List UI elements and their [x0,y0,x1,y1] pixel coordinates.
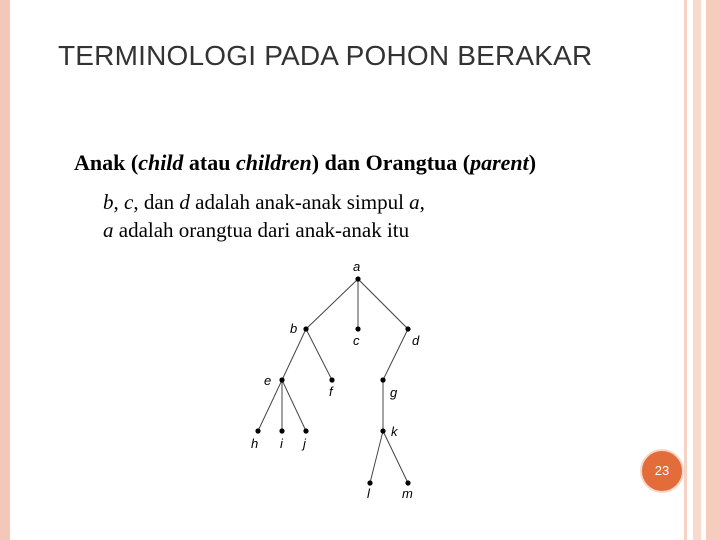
node-i [279,428,284,433]
node-a [355,276,360,281]
node-h [255,428,260,433]
node-label-d: d [412,333,420,348]
right-border-stripe [684,0,687,540]
node-g [380,377,385,382]
node-label-h: h [251,436,259,451]
node-b [303,326,308,331]
node-label-l: l [367,486,370,501]
node-k [380,428,385,433]
slide-title: TERMINOLOGI PADA POHON BERAKAR [58,40,593,71]
right-border-stripe [693,0,701,540]
node-d [405,326,410,331]
content-heading: Anak (child atau children) dan Orangtua (parent) [74,150,537,175]
node-m [405,480,410,485]
node-label-e: e [264,373,272,388]
content-line-1: b, c, dan d adalah anak-anak simpul a, [103,190,425,214]
node-label-a: a [353,259,361,274]
node-label-c: c [353,333,360,348]
node-l [367,480,372,485]
node-j [303,428,308,433]
page-number: 23 [654,463,670,478]
node-label-m: m [402,486,413,501]
node-label-k: k [391,424,398,439]
node-c [355,326,360,331]
node-label-i: i [280,436,283,451]
node-f [329,377,334,382]
page-number-badge [640,449,684,493]
rooted-tree-diagram [240,255,440,505]
content-line-2: a adalah orangtua dari anak-anak itu [103,218,410,242]
node-label-j: j [303,436,306,451]
left-border [0,0,10,540]
node-label-b: b [290,321,298,336]
node-label-f: f [329,384,333,399]
node-label-g: g [390,385,398,400]
right-border-stripe [706,0,720,540]
node-e [279,377,284,382]
